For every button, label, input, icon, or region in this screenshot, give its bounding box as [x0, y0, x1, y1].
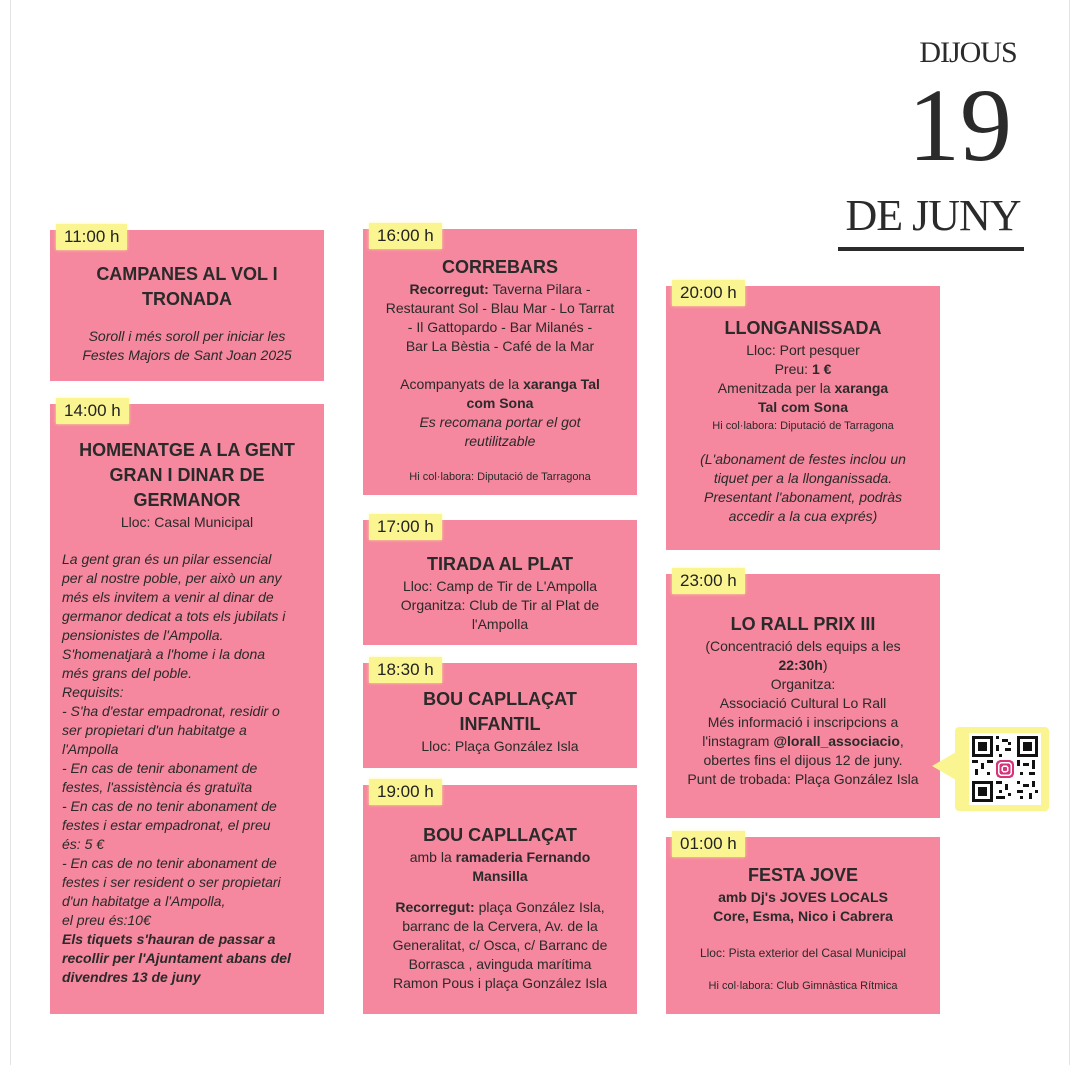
event-title: LO RALL PRIX III [730, 614, 876, 634]
time-tag: 18:30 h [369, 657, 442, 683]
time-tag: 11:00 h [56, 224, 127, 250]
event-title: BOU CAPLLAÇAT [423, 825, 577, 845]
body-line: germanor dedicat a tots els jubilats i [62, 608, 286, 624]
route-label: Recorregut: [409, 281, 489, 297]
recommend: reutilitzable [464, 433, 536, 449]
instagram-handle[interactable]: @lorall_associacio [773, 733, 900, 749]
info-line: (Concentració dels equips a les [705, 638, 901, 654]
event-place: Lloc: Plaça González Isla [421, 738, 579, 754]
am-bold: xaranga [834, 380, 889, 396]
event-card-1100 [50, 227, 324, 381]
event-body [62, 550, 312, 987]
route-line [375, 898, 625, 917]
event-title: FESTA JOVE [747, 865, 859, 885]
time-tag: 20:00 h [672, 280, 745, 306]
route-line: barranc de la Cervera, Av. de la [402, 918, 598, 934]
route-label: Recorregut: [395, 899, 475, 915]
am-bold: Tal com Sona [758, 399, 848, 415]
event-desc: Festes Majors de Sant Joan 2025 [82, 347, 292, 363]
weekday: DIJOUS [919, 36, 1017, 69]
body-line: d'un habitatge a l'Ampolla, [62, 893, 226, 909]
body-line: festes i estar empadronat, el preu [62, 817, 271, 833]
route-line: Restaurant Sol - Blau Mar - Lo Tarrat [385, 300, 615, 316]
event-title: BOU CAPLLAÇAT [423, 689, 577, 709]
qr-code-icon[interactable] [969, 733, 1041, 805]
event-line: Lloc: Camp de Tir de L'Ampolla [402, 578, 598, 594]
info-line [678, 732, 928, 751]
sub-bold: ramaderia Fernando [455, 849, 591, 865]
event-card-0100 [666, 834, 940, 1014]
time-tag: 14:00 h [56, 398, 129, 424]
acc-line [375, 375, 625, 394]
recommend: Es recomana portar el got [419, 414, 581, 430]
event-card-2300 [666, 571, 940, 818]
route-line: Bar La Bèstia - Café de la Mar [405, 338, 595, 354]
note-line: Presentant l'abonament, podràs [703, 489, 903, 505]
info-text: ) [822, 657, 828, 673]
collab: Hi col·labora: Club Gimnàstica Rítmica [708, 980, 898, 992]
event-title: TIRADA AL PLAT [427, 554, 573, 574]
event-line: Organitza: Club de Tir al Plat de [400, 597, 600, 613]
qr-pointer [932, 752, 956, 780]
sub-bold: Mansilla [472, 868, 528, 884]
event-title: INFANTIL [459, 714, 541, 734]
note-line: (L'abonament de festes inclou un [700, 451, 906, 467]
event-title: LLONGANISSADA [724, 318, 882, 338]
route-line: Generalitat, c/ Osca, c/ Barranc de [392, 937, 608, 953]
event-card-1400 [50, 401, 324, 1014]
body-line: ser propietari d'un habitatge a [62, 722, 247, 738]
event-card-1700 [363, 517, 637, 645]
collab: Hi col·labora: Diputació de Tarragona [712, 420, 894, 432]
time-tag: 23:00 h [672, 568, 745, 594]
body-line: festes, l'assistència és gratuïta [62, 779, 253, 795]
info-line: obertes fins el dijous 12 de juny. [703, 752, 903, 768]
sub-line [375, 848, 625, 867]
month: DE JUNY [845, 191, 1021, 240]
body-line: l'Ampolla [62, 741, 119, 757]
price-line [678, 360, 928, 379]
info-text: l'instagram [702, 733, 774, 749]
event-title: CORREBARS [441, 257, 558, 277]
acc-bold: com Sona [466, 395, 534, 411]
instagram-icon [996, 760, 1014, 778]
sub-line: Core, Esma, Nico i Cabrera [713, 908, 893, 924]
route-line: Borrasca , avinguda marítima [408, 956, 592, 972]
info-bold: 22:30h [778, 657, 823, 673]
route-text: plaça González Isla, [474, 899, 605, 915]
body-line-bold: Els tiquets s'hauran de passar a [62, 931, 276, 947]
body-line: festes i ser resident o ser propietari [62, 874, 281, 890]
event-desc: Soroll i més soroll per iniciar les [88, 328, 286, 344]
price-value: 1 € [811, 361, 832, 377]
acc-bold: xaranga Tal [523, 376, 600, 392]
body-line: - En cas de tenir abonament de [62, 760, 258, 776]
body-line-bold: divendres 13 de juny [62, 969, 201, 985]
body-line: La gent gran és un pilar essencial [62, 551, 272, 567]
route-line: - Il Gattopardo - Bar Milanés - [407, 319, 593, 335]
event-card-1900 [363, 782, 637, 1014]
info-text: , [899, 733, 904, 749]
body-line: el preu és:10€ [62, 912, 151, 928]
date-underline [838, 247, 1024, 251]
event-title: TRONADA [142, 289, 232, 309]
event-title: HOMENATGE A LA GENT [79, 440, 295, 460]
acc-text: Acompanyats de la [400, 376, 524, 392]
event-place: Lloc: Pista exterior del Casal Municipal [699, 946, 907, 960]
time-tag: 01:00 h [672, 831, 745, 857]
event-title: GERMANOR [133, 490, 241, 510]
collab: Hi col·labora: Diputació de Tarragona [409, 471, 591, 483]
sub-text: amb la [409, 849, 456, 865]
route-text: Taverna Pilara - [488, 281, 591, 297]
event-card-1600 [363, 226, 637, 495]
event-line: l'Ampolla [471, 616, 529, 632]
body-line: més grans del poble. [62, 665, 192, 681]
body-line: - En cas de no tenir abonament de [62, 855, 277, 871]
time-tag: 17:00 h [369, 514, 442, 540]
event-title: CAMPANES AL VOL I [96, 264, 278, 284]
am-text: Amenitzada per la [717, 380, 835, 396]
day-number: 19 [908, 68, 1012, 183]
body-line: és: 5 € [62, 836, 105, 852]
body-line: pensionistes de l'Ampolla. [62, 627, 224, 643]
price-label: Preu: [774, 361, 812, 377]
body-line: per al nostre poble, per això un any [62, 570, 282, 586]
event-card-1830 [363, 660, 637, 768]
note-line: accedir a la cua exprés) [728, 508, 878, 524]
info-line: Punt de trobada: Plaça González Isla [687, 771, 919, 787]
body-line: - S'ha d'estar empadronat, residir o [62, 703, 280, 719]
time-tag: 19:00 h [369, 779, 442, 805]
body-line: S'homenatjarà a l'home i la dona [62, 646, 266, 662]
info-line: Associació Cultural Lo Rall [719, 695, 887, 711]
time-tag: 16:00 h [369, 223, 442, 249]
info-line: Més informació i inscripcions a [707, 714, 899, 730]
am-line [678, 379, 928, 398]
note-line: tiquet per a la llonganissada. [713, 470, 893, 486]
route-line [375, 280, 625, 299]
body-line-bold: recollir per l'Ajuntament abans del [62, 950, 291, 966]
event-card-2000 [666, 283, 940, 550]
event-title: GRAN I DINAR DE [109, 465, 265, 485]
event-place: Lloc: Port pesquer [746, 342, 860, 358]
body-line: més els invitem a venir al dinar de [62, 589, 274, 605]
body-line: - En cas de no tenir abonament de [62, 798, 277, 814]
info-line: Organitza: [770, 676, 836, 692]
event-place: Lloc: Casal Municipal [120, 514, 254, 530]
body-line: Requisits: [62, 684, 124, 700]
sub-line: amb Dj's JOVES LOCALS [718, 889, 888, 905]
route-line: Ramon Pous i plaça González Isla [393, 975, 607, 991]
info-line [678, 656, 928, 675]
